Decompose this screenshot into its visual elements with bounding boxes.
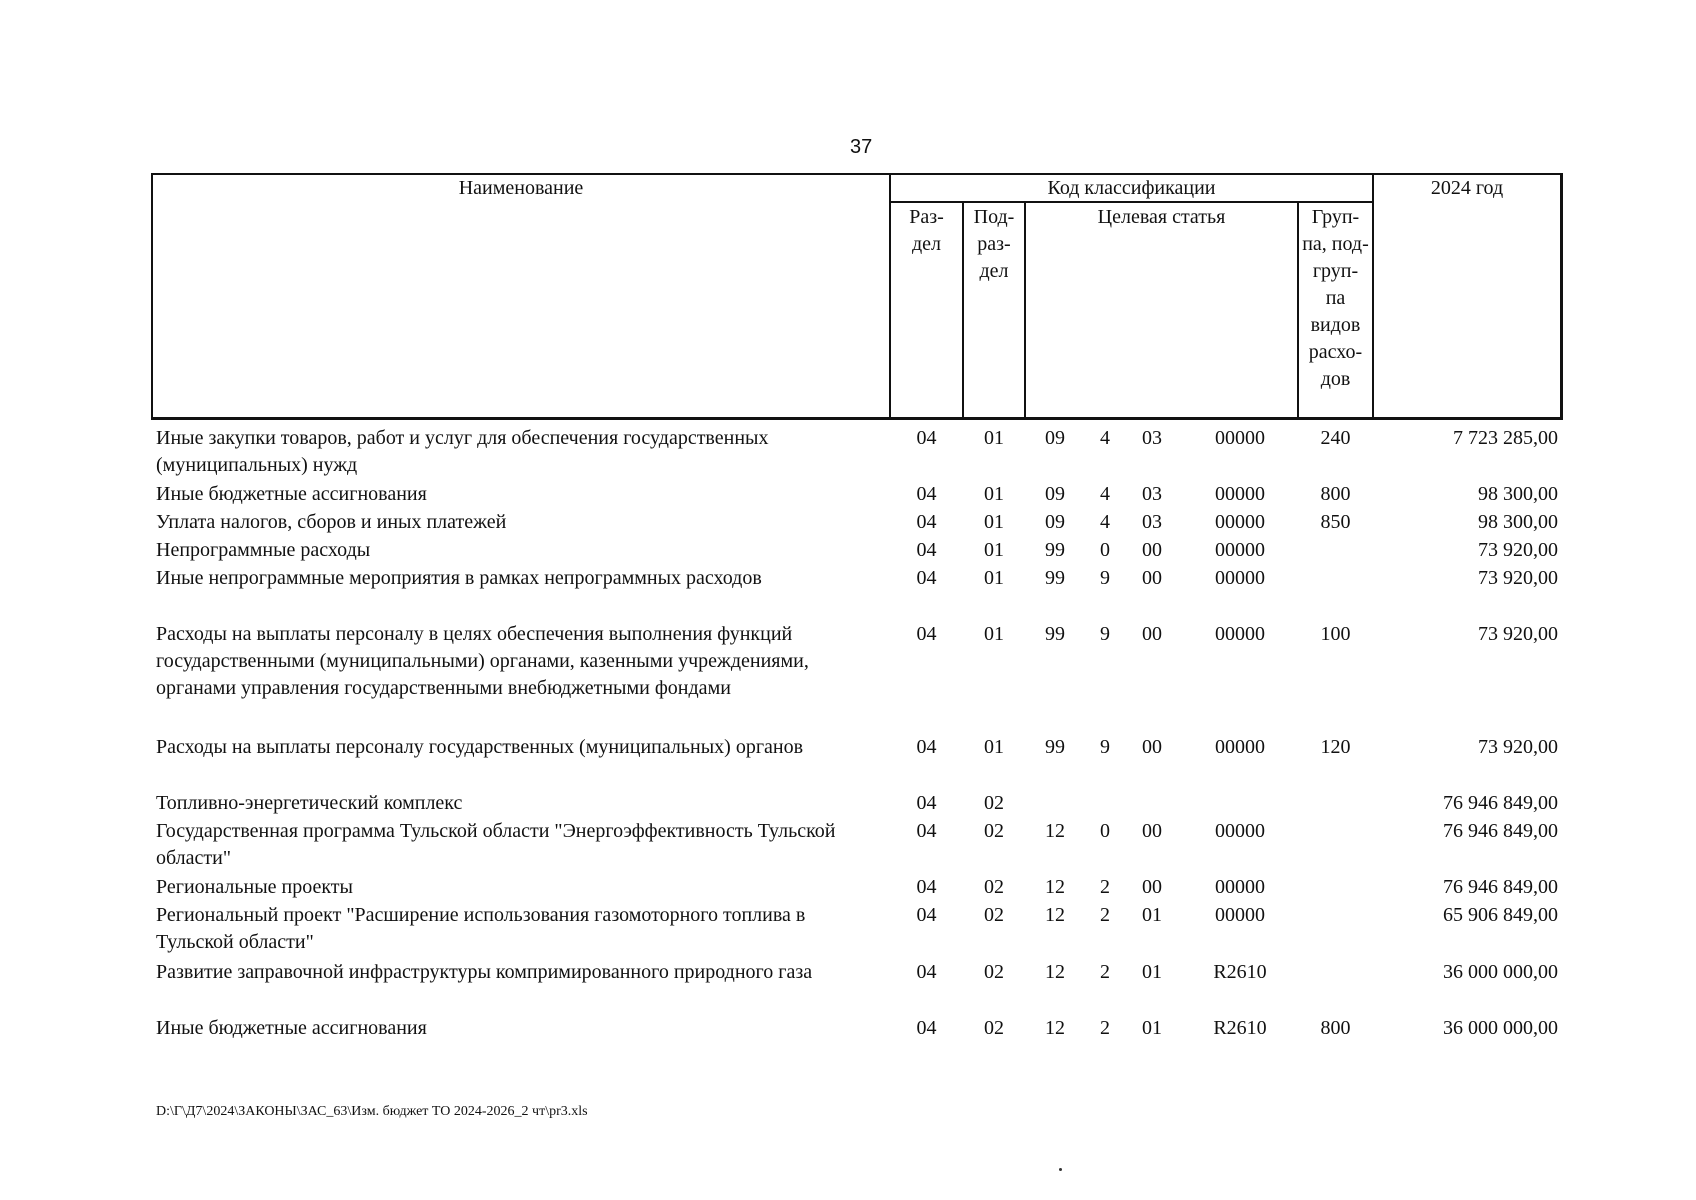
row-t1: 12 — [1045, 876, 1065, 898]
row-vr: 800 — [1320, 483, 1351, 505]
header-group-line: дов — [1320, 368, 1351, 390]
file-path: D:\Г\Д7\2024\ЗАКОНЫ\ЗАС_63\Изм. бюджет ТО 2024-2026_2 чт\pr3.xls — [156, 1104, 588, 1119]
row-pr: 01 — [984, 483, 1004, 505]
header-razdel — [891, 204, 962, 258]
row-t2: 2 — [1100, 961, 1110, 983]
row-vr: 120 — [1320, 736, 1351, 758]
row-t4: 00000 — [1215, 623, 1265, 645]
row-t2: 2 — [1100, 876, 1110, 898]
header-group-line: груп- — [1312, 260, 1359, 282]
row-name: Иные бюджетные ассигнования — [156, 1017, 427, 1039]
header-name: Наименование — [458, 177, 584, 199]
row-amount: 76 946 849,00 — [1443, 820, 1558, 842]
row-t1: 12 — [1045, 904, 1065, 926]
row-t2: 0 — [1100, 820, 1110, 842]
row-t3: 00 — [1142, 736, 1162, 758]
row-rz: 04 — [916, 511, 937, 533]
scan-dot — [1059, 1168, 1062, 1171]
row-amount: 7 723 285,00 — [1453, 427, 1558, 449]
row-pr: 01 — [984, 736, 1004, 758]
row-rz: 04 — [916, 623, 937, 645]
header-group-line: па, под- — [1302, 233, 1369, 255]
row-t3: 03 — [1142, 427, 1162, 449]
row-rz: 04 — [916, 792, 937, 814]
row-rz: 04 — [916, 483, 937, 505]
row-t2: 2 — [1100, 1017, 1110, 1039]
row-t3: 00 — [1142, 876, 1162, 898]
row-t1: 12 — [1045, 820, 1065, 842]
row-name: Государственная программа Тульской области "Энергоэффективность Тульской области" — [156, 820, 836, 869]
row-name: Расходы на выплаты персоналу в целях обеспечения выполнения функций государственными (муниципальными) органами, казенными учреждениями, органами управления государственными внебюджетными фондами — [156, 623, 809, 699]
row-t3: 00 — [1142, 820, 1162, 842]
header-razdel-line: дел — [911, 233, 942, 255]
row-rz: 04 — [916, 1017, 937, 1039]
header-classification: Код классификации — [1047, 177, 1216, 199]
row-vr: 240 — [1320, 427, 1351, 449]
row-pr: 01 — [984, 539, 1004, 561]
row-amount: 65 906 849,00 — [1443, 904, 1558, 926]
row-t4: 00000 — [1215, 539, 1265, 561]
row-amount: 76 946 849,00 — [1443, 876, 1558, 898]
row-t4: 00000 — [1215, 820, 1265, 842]
row-t4: 00000 — [1215, 904, 1265, 926]
row-pr: 02 — [984, 792, 1004, 814]
divider — [1024, 201, 1026, 420]
row-amount: 36 000 000,00 — [1443, 1017, 1558, 1039]
row-t2: 9 — [1100, 736, 1110, 758]
divider — [1372, 173, 1374, 420]
row-name: Непрограммные расходы — [156, 539, 371, 561]
row-amount: 76 946 849,00 — [1443, 792, 1558, 814]
row-t2: 4 — [1100, 483, 1110, 505]
row-name: Уплата налогов, сборов и иных платежей — [156, 511, 507, 533]
row-t2: 4 — [1100, 427, 1110, 449]
row-t4: 00000 — [1215, 427, 1265, 449]
row-t3: 01 — [1142, 961, 1162, 983]
row-t2: 0 — [1100, 539, 1110, 561]
row-rz: 04 — [916, 427, 937, 449]
header-group — [1299, 204, 1372, 393]
row-rz: 04 — [916, 961, 937, 983]
header-target: Целевая статья — [1097, 206, 1226, 228]
page-number: 37 — [850, 136, 873, 158]
row-t1: 09 — [1045, 427, 1065, 449]
row-name: Иные непрограммные мероприятия в рамках непрограммных расходов — [156, 567, 762, 589]
row-rz: 04 — [916, 904, 937, 926]
row-amount: 73 920,00 — [1478, 736, 1558, 758]
header-podrazdel-line: раз- — [977, 233, 1011, 255]
row-amount: 98 300,00 — [1478, 511, 1558, 533]
row-rz: 04 — [916, 567, 937, 589]
row-t4: 00000 — [1215, 567, 1265, 589]
row-t1: 09 — [1045, 483, 1065, 505]
row-name: Расходы на выплаты персоналу государственных (муниципальных) органов — [156, 736, 804, 758]
row-pr: 01 — [984, 427, 1004, 449]
row-t1: 09 — [1045, 511, 1065, 533]
row-t1: 99 — [1045, 539, 1065, 561]
header-podrazdel-line: Под- — [973, 206, 1015, 228]
row-pr: 01 — [984, 623, 1004, 645]
row-t2: 4 — [1100, 511, 1110, 533]
header-podrazdel-line: дел — [979, 260, 1009, 282]
row-vr: 800 — [1320, 1017, 1351, 1039]
row-rz: 04 — [916, 820, 937, 842]
row-t3: 00 — [1142, 539, 1162, 561]
row-t1: 99 — [1045, 567, 1065, 589]
row-t1: 99 — [1045, 623, 1065, 645]
row-t3: 00 — [1142, 567, 1162, 589]
row-t2: 9 — [1100, 567, 1110, 589]
row-rz: 04 — [916, 876, 937, 898]
header-podrazdel — [964, 204, 1024, 285]
row-t4: R2610 — [1213, 961, 1267, 983]
row-name: Иные бюджетные ассигнования — [156, 483, 427, 505]
row-t4: 00000 — [1215, 876, 1265, 898]
row-name: Развитие заправочной инфраструктуры компримированного природного газа — [156, 961, 813, 983]
row-t4: 00000 — [1215, 511, 1265, 533]
row-name: Региональные проекты — [156, 876, 353, 898]
row-pr: 01 — [984, 511, 1004, 533]
row-pr: 02 — [984, 904, 1004, 926]
row-amount: 73 920,00 — [1478, 567, 1558, 589]
row-pr: 02 — [984, 876, 1004, 898]
row-amount: 98 300,00 — [1478, 483, 1558, 505]
row-vr: 850 — [1320, 511, 1351, 533]
row-amount: 73 920,00 — [1478, 539, 1558, 561]
row-t4: 00000 — [1215, 736, 1265, 758]
row-amount: 36 000 000,00 — [1443, 961, 1558, 983]
row-pr: 02 — [984, 1017, 1004, 1039]
row-t1: 99 — [1045, 736, 1065, 758]
header-group-line: расхо- — [1308, 341, 1363, 363]
row-t2: 2 — [1100, 904, 1110, 926]
row-t3: 01 — [1142, 904, 1162, 926]
row-pr: 01 — [984, 567, 1004, 589]
row-t3: 01 — [1142, 1017, 1162, 1039]
row-t1: 12 — [1045, 1017, 1065, 1039]
row-t1: 12 — [1045, 961, 1065, 983]
row-t3: 03 — [1142, 511, 1162, 533]
row-t2: 9 — [1100, 623, 1110, 645]
header-group-line: па — [1325, 287, 1346, 309]
row-pr: 02 — [984, 961, 1004, 983]
row-rz: 04 — [916, 539, 937, 561]
header-group-line: видов — [1310, 314, 1361, 336]
header-group-line: Груп- — [1311, 206, 1360, 228]
row-rz: 04 — [916, 736, 937, 758]
row-pr: 02 — [984, 820, 1004, 842]
row-t3: 00 — [1142, 623, 1162, 645]
row-t4: 00000 — [1215, 483, 1265, 505]
row-name: Иные закупки товаров, работ и услуг для обеспечения государственных (муниципальных) нужд — [156, 427, 769, 476]
row-vr: 100 — [1320, 623, 1351, 645]
row-t4: R2610 — [1213, 1017, 1267, 1039]
row-name: Топливно-энергетический комплекс — [156, 792, 463, 814]
row-name: Региональный проект "Расширение использования газомоторного топлива в Тульской области" — [156, 904, 806, 953]
row-t3: 03 — [1142, 483, 1162, 505]
header-razdel-line: Раз- — [909, 206, 944, 228]
header-year: 2024 год — [1430, 177, 1504, 199]
row-amount: 73 920,00 — [1478, 623, 1558, 645]
